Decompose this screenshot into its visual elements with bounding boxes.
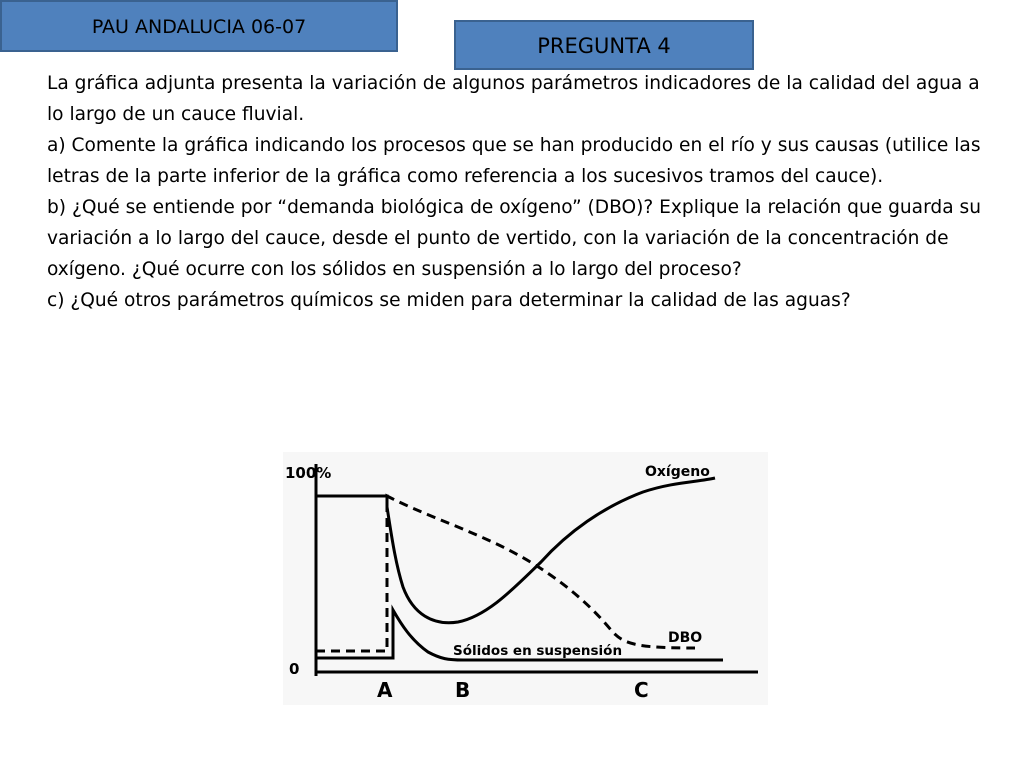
exam-label-box: [0, 0, 398, 52]
part-c-paragraph: c) ¿Qué otros parámetros químicos se miden para determinar la calidad de las aguas?: [47, 290, 851, 311]
oxygen-curve: [316, 478, 715, 623]
exam-label: PAU ANDALUCIA 06-07: [91, 16, 307, 38]
intro-paragraph: La gráfica adjunta presenta la variación de algunos parámetros indicadores de la calidad del agua a lo largo de un cauce fluvial.: [47, 73, 980, 125]
water-quality-figure: [283, 452, 768, 705]
x-label-a: A: [377, 678, 393, 702]
x-label-b: B: [455, 678, 471, 702]
oxygen-label: Oxígeno: [645, 464, 710, 480]
x-label-c: C: [634, 678, 649, 702]
y-top-label: 100%: [285, 464, 332, 482]
solids-label: Sólidos en suspensión: [453, 643, 623, 659]
water-quality-graph: [283, 452, 768, 705]
dbo-curve: [316, 496, 695, 651]
y-bottom-label: 0: [289, 660, 300, 678]
dbo-label: DBO: [668, 630, 703, 646]
part-b-paragraph: b) ¿Qué se entiende por “demanda biológica de oxígeno” (DBO)? Explique la relación que guarda su variación a lo largo del cauce, desde el punto de vertido, con la variación de la concentración de oxígeno. ¿Qué ocurre con los sólidos en suspensión a lo largo del proceso?: [47, 197, 981, 280]
question-text: [47, 68, 987, 316]
part-a-paragraph: a) Comente la gráfica indicando los procesos que se han producido en el río y sus causas (utilice las letras de la parte inferior de la gráfica como referencia a los sucesivos tramos del cauce).: [47, 135, 981, 187]
question-label-box: [454, 20, 754, 70]
question-label: PREGUNTA 4: [537, 34, 671, 58]
